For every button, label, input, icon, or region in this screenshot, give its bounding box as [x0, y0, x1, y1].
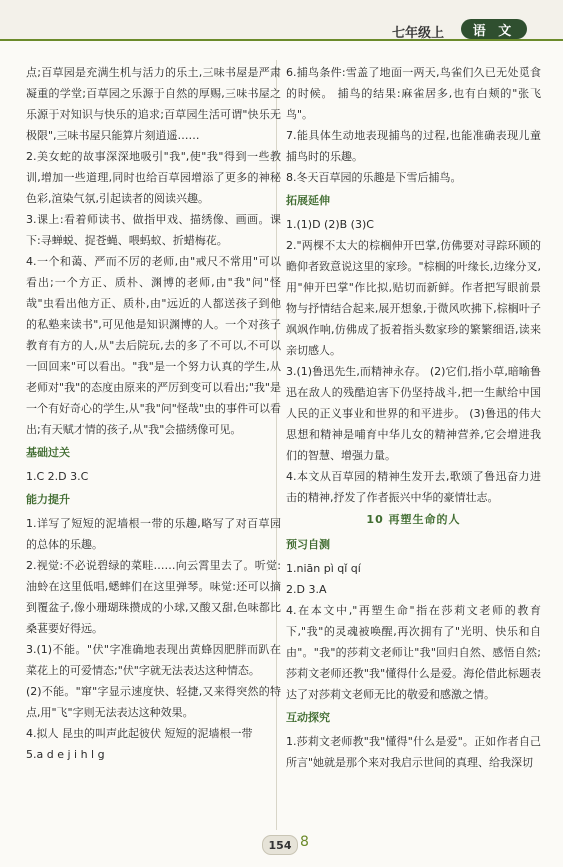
answer-paragraph: 1.莎莉文老师教"我"懂得"什么是爱"。正如作者自己所言"她就是那个来对我启示世间的真理、给我深切 — [286, 735, 541, 769]
section-heading: 能力提升 — [26, 493, 70, 506]
page-number: 154 — [262, 835, 298, 855]
answer-paragraph: 1.niān pì qǐ qí — [286, 562, 361, 575]
page-mark: 8 — [300, 834, 309, 850]
watermark-logo — [438, 822, 550, 860]
answer-paragraph: 5.a d e j i h l g — [26, 748, 105, 761]
answer-paragraph: 3.课上:看着师读书、做指甲戏、描绣像、画画。课下:寻蝉蜕、捉苍蝇、喂蚂蚁、折蜡梅花。 — [26, 213, 281, 247]
answer-paragraph: 1.(1)D (2)B (3)C — [286, 218, 374, 231]
section-heading: 基础过关 — [26, 446, 70, 459]
answer-paragraph: 2.美女蛇的故事深深地吸引"我",使"我"得到一些教训,增加一些道理,同时也给百草园增添了更多的神秘色彩,渲染气氛,引起读者的阅读兴趣。 — [26, 150, 281, 205]
answer-paragraph: 8.冬天百草园的乐趣是下雪后捕鸟。 — [286, 171, 462, 184]
answer-paragraph: 6.捕鸟条件:雪盖了地面一两天,鸟雀们久已无处觅食的时候。 捕鸟的结果:麻雀居多,也有白颊的"张飞鸟"。 — [286, 66, 541, 121]
answer-paragraph: 1.C 2.D 3.C — [26, 470, 89, 483]
answer-paragraph: 4.拟人 昆虫的叫声此起彼伏 短短的泥墙根一带 — [26, 727, 253, 740]
answer-paragraph: 1.详写了短短的泥墙根一带的乐趣,略写了对百草园的总体的乐趣。 — [26, 517, 281, 551]
section-heading: 互动探究 — [286, 711, 330, 724]
answer-paragraph: (2)不能。"窜"字显示速度快、轻捷,又来得突然的特点,用"飞"字则无法表达这种效果。 — [26, 685, 281, 719]
answer-paragraph: 3.(1)鲁迅先生,而精神永存。 (2)它们,指小草,暗喻鲁迅在敌人的残酷迫害下仍坚持战斗,把一生献给中国人民的正义事业和世界的和平进步。 (3)鲁迅的伟大思想和精神是哺育中华儿女的精神营养,它会增进我们的智慧、增强力量。 — [286, 365, 541, 462]
answer-paragraph: 2.D 3.A — [286, 583, 327, 596]
answer-paragraph: 4.在本文中,"再塑生命"指在莎莉文老师的教育下,"我"的灵魂被唤醒,再次拥有了"光明、快乐和自由"。"我"的莎莉文老师让"我"回归自然、感悟自然;莎莉文老师还教"我"懂得什么是爱。海伦借此标题表达了对莎莉文老师无比的敬爱和感激之情。 — [286, 604, 541, 701]
grade-label: 七年级上 — [392, 26, 445, 41]
chapter-title: 10 再塑生命的人 — [366, 513, 461, 526]
answer-paragraph: 2.视觉:不必说碧绿的菜畦……向云霄里去了。听觉:油蛉在这里低唱,蟋蟀们在这里弹琴。味觉:还可以摘到覆盆子,像小珊瑚珠攒成的小球,又酸又甜,色味都比桑葚要好得远。 — [26, 559, 281, 635]
answer-paragraph: 3.(1)不能。"伏"字准确地表现出黄蜂因肥胖而趴在菜花上的可爱情态;"伏"字就无法表达这种情态。 — [26, 643, 281, 677]
section-heading: 预习自测 — [286, 538, 330, 551]
subject-badge: 语 文 — [461, 19, 527, 39]
answer-paragraph: 点;百草园是充满生机与活力的乐土,三味书屋是严肃凝重的学堂;百草园之乐源于自然的厚赐,三味书屋之乐源于对知识与快乐的追求;百草园生活可谓"快乐无极限",三味书屋只能算片刻逍遥…… — [26, 66, 281, 142]
answer-paragraph: 7.能具体生动地表现捕鸟的过程,也能准确表现儿童捕鸟时的乐趣。 — [286, 129, 541, 163]
left-column — [26, 62, 281, 765]
header-rule — [0, 39, 563, 41]
answer-paragraph: 4.本文从百草园的精神生发开去,歌颂了鲁迅奋力进击的精神,抒发了作者振兴中华的豪情壮志。 — [286, 470, 541, 504]
answer-paragraph: 2."两棵不太大的棕榈伸开巴掌,仿佛要对寻踪环顾的瞻仰者致意说这里的家珍。"棕榈的叶缘长,边缘分叉,用"伸开巴掌"作比拟,贴切而新鲜。作者把写眼前景物与抒情结合起来,展开想象,于微风吹拂下,棕榈叶子飒飒作响,仿佛成了扳着指头数家珍的繁繁细语,读来亲切感人。 — [286, 239, 541, 357]
section-heading: 拓展延伸 — [286, 194, 330, 207]
right-column — [286, 62, 541, 773]
answer-paragraph: 4.一个和蔼、严而不厉的老师,由"戒尺不常用"可以看出;一个方正、质朴、渊博的老师,由"我"问"怪哉"虫看出他方正、质朴,由"远近的人都送孩子到他的私塾来读书",可见他是知识渊博的人。一个对孩子教育有方的人,从"去后院玩,去的多了不可以,不可以一回回来"可以看出。"我"是一个努力认真的学生,从老师对"我"的态度由原来的严厉到变可以看出;"我"是一个有好奇心的学生,从"我"问"怪哉"虫的事件可以看出;有天赋才情的孩子,从"我"会描绣像可见。 — [26, 255, 281, 436]
